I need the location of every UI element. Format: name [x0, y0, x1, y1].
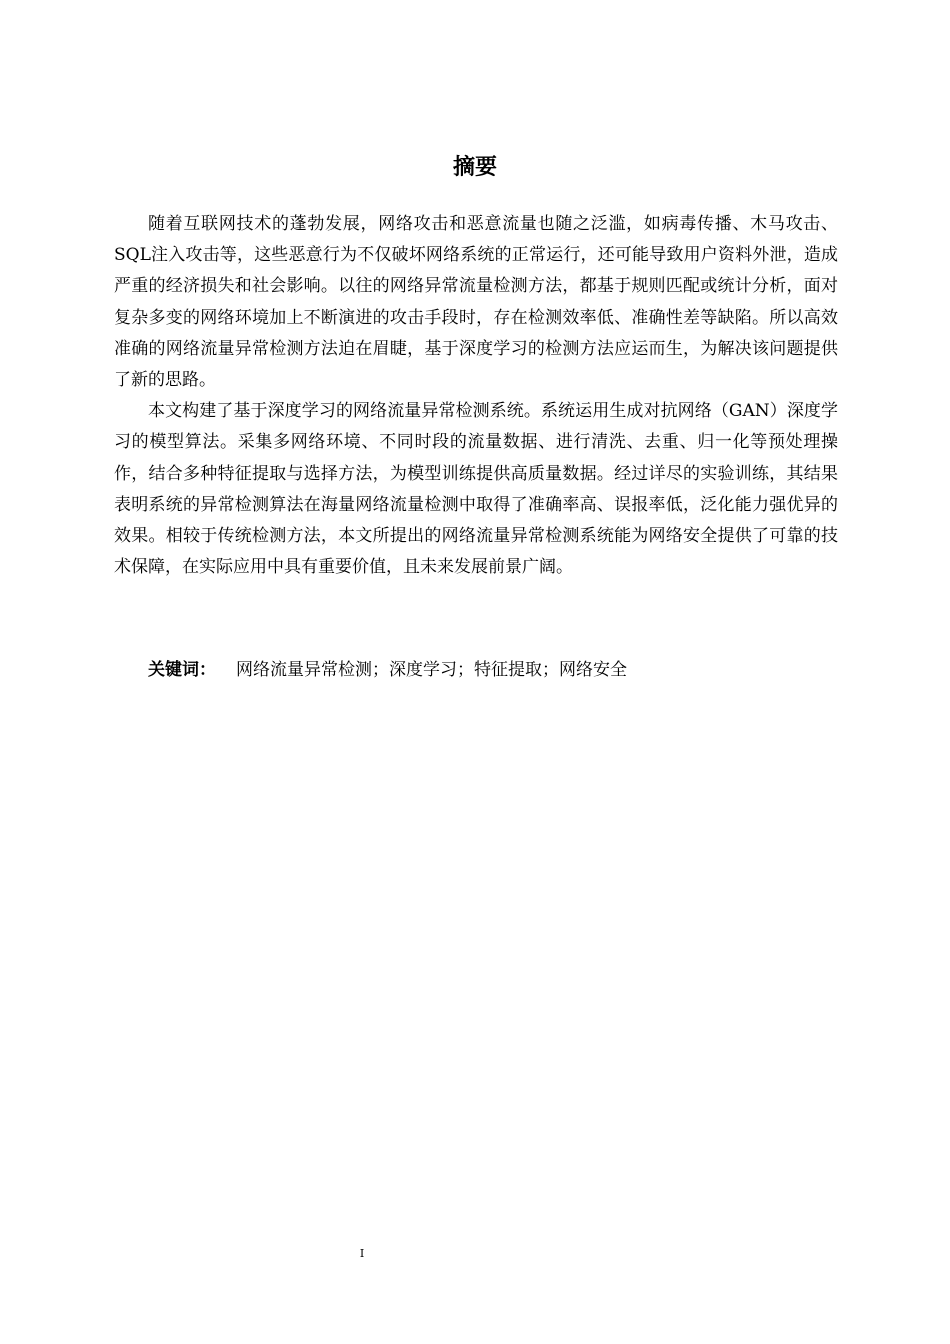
abstract-body [114, 209, 838, 583]
keywords-line [148, 655, 838, 685]
abstract-paragraph-2: 本文构建了基于深度学习的网络流量异常检测系统。系统运用生成对抗网络（GAN）深度学习的模型算法。采集多网络环境、不同时段的流量数据、进行清洗、去重、归一化等预处理操作，结合多种特征提取与选择方法，为模型训练提供高质量数据。经过详尽的实验训练，其结果表明系统的异常检测算法在海量网络流量检测中取得了准确率高、误报率低，泛化能力强优异的效果。相较于传统检测方法，本文所提出的网络流量异常检测系统能为网络安全提供了可靠的技术保障，在实际应用中具有重要价值，且未来发展前景广阔。 [114, 401, 838, 578]
page-number: I [359, 1247, 365, 1260]
keywords-value: 网络流量异常检测；深度学习；特征提取；网络安全 [236, 660, 627, 680]
keywords-label: 关键词： [148, 660, 216, 680]
abstract-paragraph-1: 随着互联网技术的蓬勃发展，网络攻击和恶意流量也随之泛滥，如病毒传播、木马攻击、SQL注入攻击等，这些恶意行为不仅破坏网络系统的正常运行，还可能导致用户资料外泄，造成严重的经济损失和社会影响。以往的网络异常流量检测方法，都基于规则匹配或统计分析，面对复杂多变的网络环境加上不断演进的攻击手段时，存在检测效率低、准确性差等缺陷。所以高效准确的网络流量异常检测方法迫在眉睫，基于深度学习的检测方法应运而生，为解决该问题提供了新的思路。 [114, 214, 838, 391]
page-title: 摘要 [452, 155, 497, 180]
